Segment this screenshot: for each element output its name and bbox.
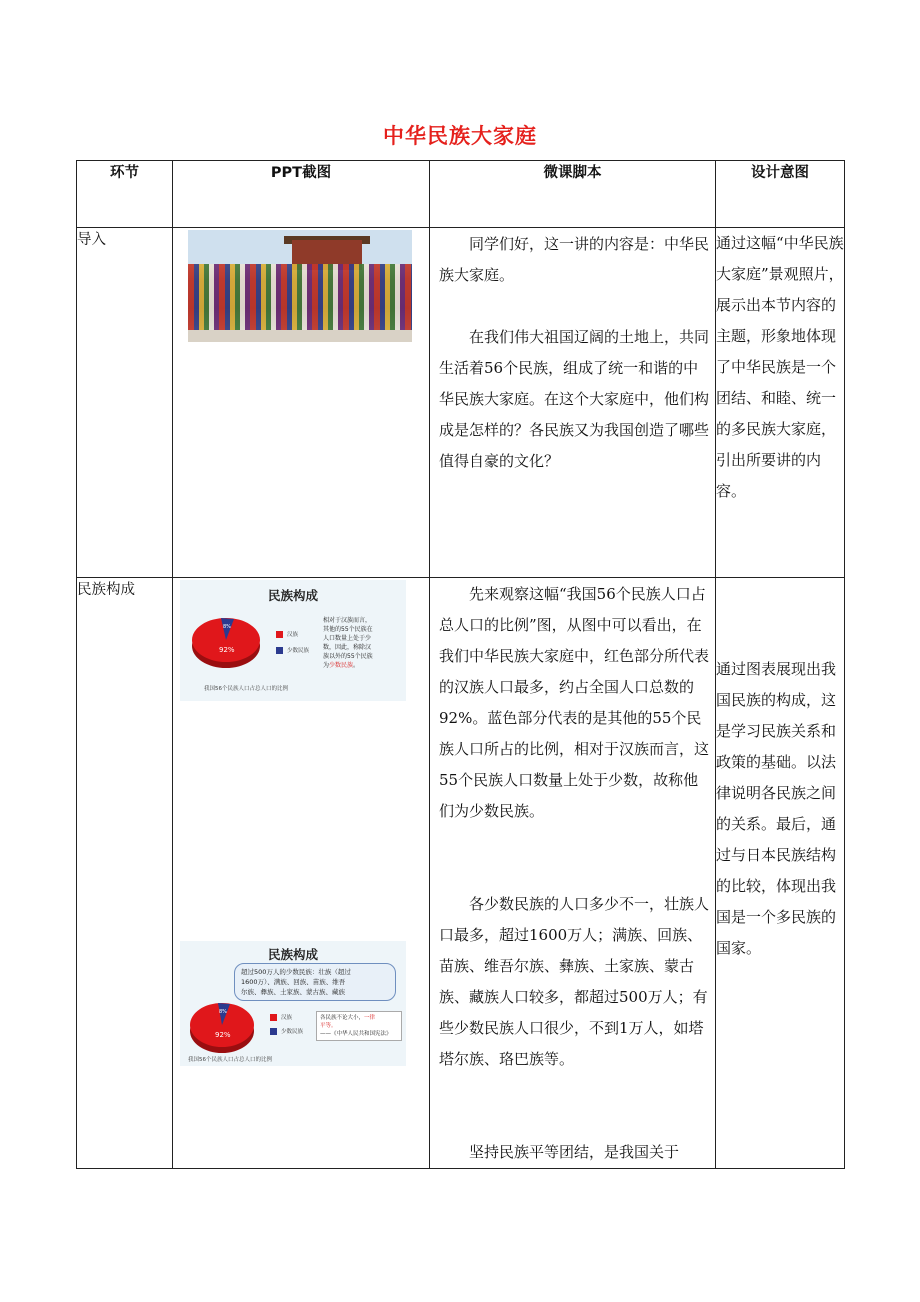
header-intent: 设计意图 (716, 161, 845, 228)
script-cell-composition (430, 578, 716, 1169)
slide-note: 相对于汉族而言， 其他的55个民族在 人口数量上处于少 数，因此，称除汉 族以外的55个民族 为少数民族。 (323, 617, 373, 669)
pie-label-minority: 8% (219, 1009, 227, 1015)
section-cell-intro: 导入 (77, 228, 173, 578)
slide-ethnic-composition-1 (180, 580, 406, 701)
legend-han: 汉族 (270, 1013, 292, 1021)
legend-minority: 少数民族 (276, 646, 309, 654)
slide-ethnic-composition-2 (180, 941, 406, 1066)
script-paragraph: 先来观察这幅“我国56个民族人口占总人口的比例”图，从图中可以看出，在我们中华民族大家庭中，红色部分所代表的汉族人口最多，约占全国人口总数的92%。蓝色部分代表的是其他的55个民族人口所占的比例，相对于汉族而言，这55个民族人口数量上处于少数，故称他们为少数民族。 (439, 585, 710, 820)
slide-caption: 我国56个民族人口占总人口的比例 (204, 686, 288, 692)
pie-label-minority: 8% (223, 624, 231, 630)
header-ppt: PPT截图 (173, 161, 430, 228)
pie-label-han: 92% (215, 1031, 231, 1039)
intent-cell-composition: 通过图表展现出我国民族的构成，这是学习民族关系和政策的基础。以法律说明各民族之间的关系。最后，通过与日本民族结构的比较，体现出我国是一个多民族的国家。 (716, 578, 845, 1169)
table-header-row (77, 161, 845, 228)
script-paragraph: 坚持民族平等团结，是我国关于 (469, 1143, 680, 1161)
ppt-cell-composition (173, 578, 430, 1169)
header-script: 微课脚本 (430, 161, 716, 228)
legend-minority: 少数民族 (270, 1027, 303, 1035)
legend-han: 汉族 (276, 630, 298, 638)
lesson-table (76, 160, 845, 1169)
page-title: 中华民族大家庭 (383, 124, 537, 148)
section-cell-composition: 民族构成 (77, 578, 173, 1169)
family-photo (188, 230, 412, 342)
pie-chart (188, 610, 264, 676)
table-row (77, 228, 845, 578)
script-cell-intro (430, 228, 716, 578)
header-section: 环节 (77, 161, 173, 228)
constitution-quote: 各民族不论大小，一律 平等。 ——《中华人民共和国宪法》 (316, 1011, 402, 1041)
pie-chart (186, 993, 262, 1059)
ppt-cell-intro (173, 228, 430, 578)
script-paragraph: 在我们伟大祖国辽阔的土地上，共同生活着56个民族，组成了统一和谐的中华民族大家庭。在这个大家庭中，他们构成是怎样的？各民族又为我国创造了哪些值得自豪的文化？ (439, 328, 710, 470)
intent-cell-intro: 通过这幅“中华民族大家庭”景观照片，展示出本节内容的主题，形象地体现了中华民族是一个团结、和睦、统一的多民族大家庭，引出所要讲的内容。 (716, 228, 845, 578)
slide-title: 民族构成 (267, 947, 318, 962)
pie-label-han: 92% (219, 646, 235, 654)
slide-caption: 我国56个民族人口占总人口的比例 (188, 1057, 272, 1063)
table-row (77, 578, 845, 1169)
slide-bubble: 超过500万人的少数民族：壮族（超过 1600万）、满族、回族、苗族、维吾 尔族、彝族、土家族、蒙古族、藏族 (234, 963, 396, 1001)
script-paragraph: 同学们好，这一讲的内容是：中华民族大家庭。 (439, 235, 710, 284)
script-paragraph: 各少数民族的人口多少不一，壮族人口最多，超过1600万人；满族、回族、苗族、维吾尔族、彝族、土家族、蒙古族、藏族人口较多，都超过500万人；有些少数民族人口很少，不到1万人，如塔塔尔族、珞巴族等。 (439, 895, 710, 1068)
slide-title: 民族构成 (267, 588, 318, 603)
